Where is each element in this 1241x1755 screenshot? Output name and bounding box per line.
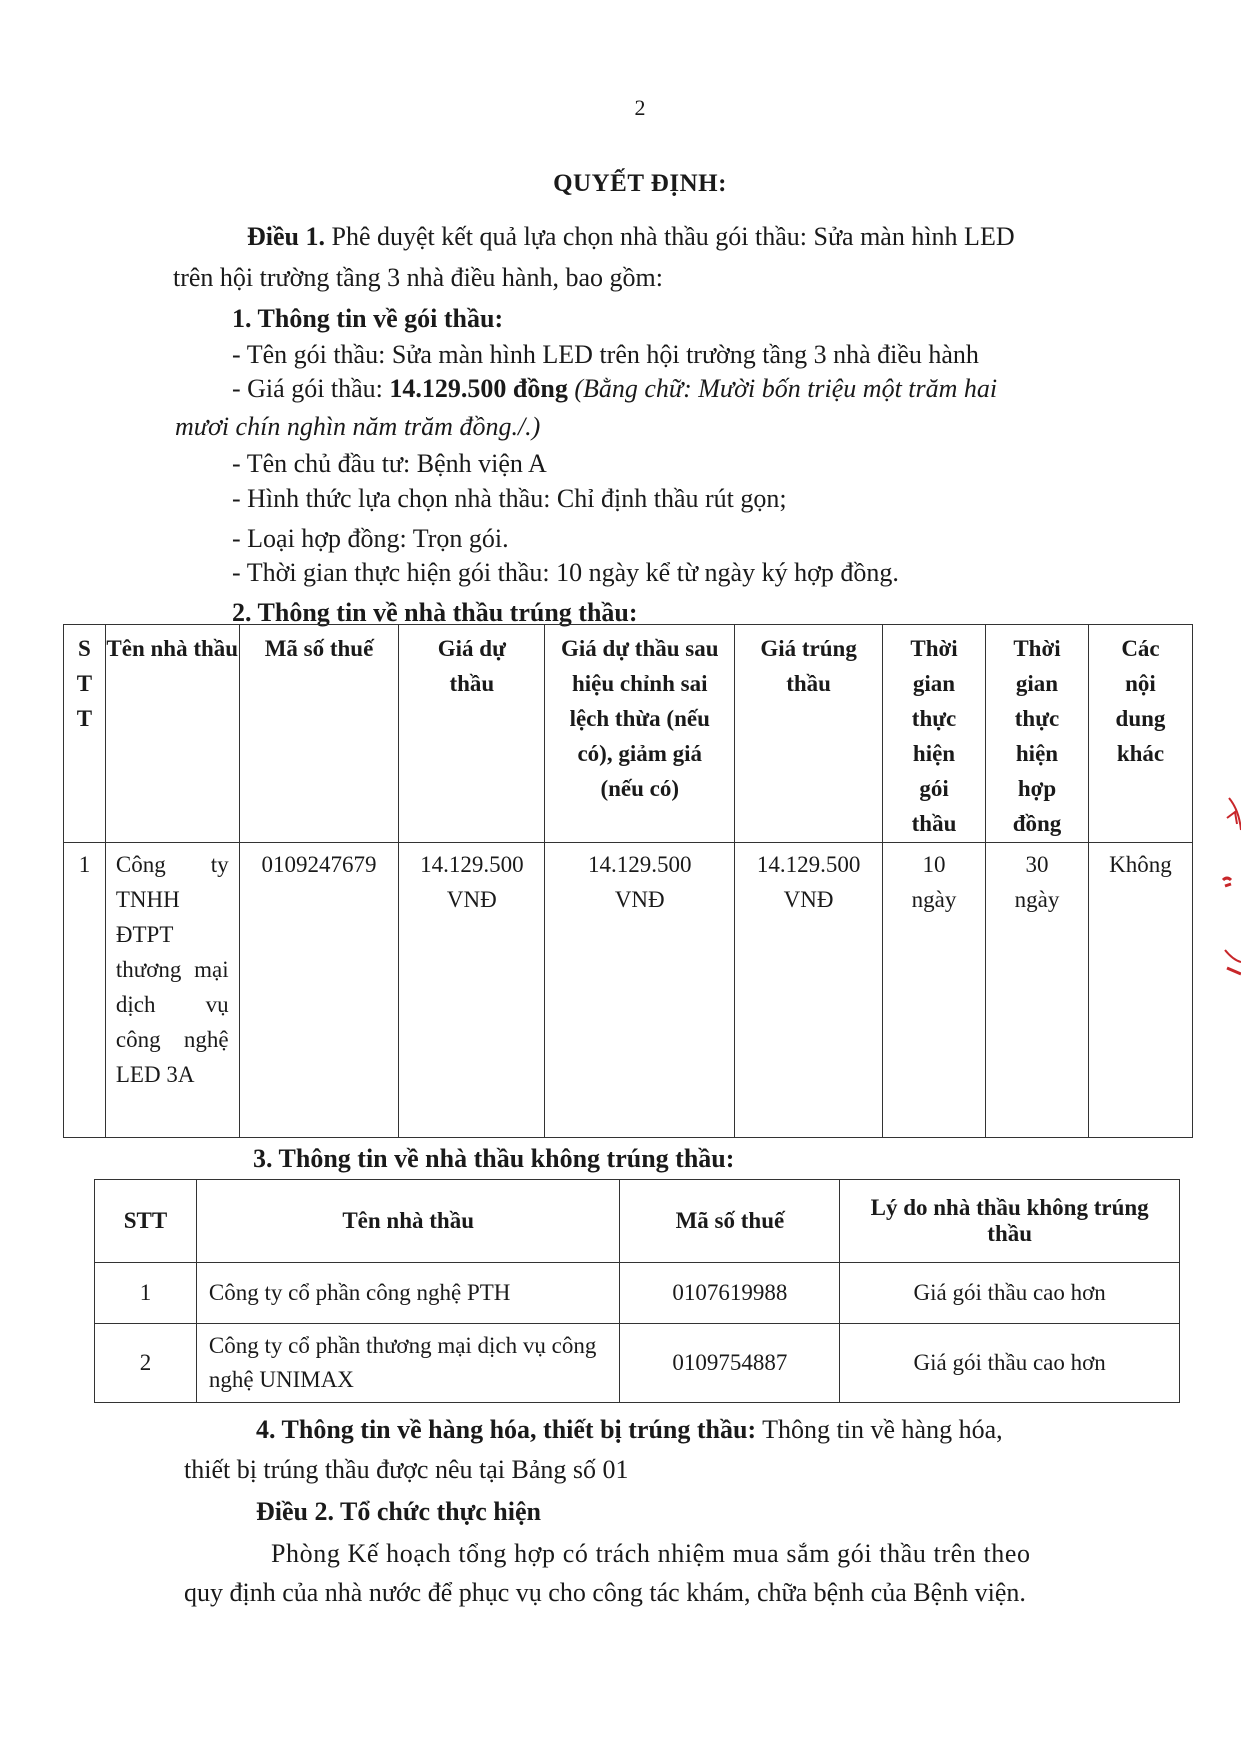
article2-text-1: Phòng Kế hoạch tổng hợp có trách nhiệm mua sắm gói thầu trên theo	[271, 1539, 1031, 1568]
cell-name: Công ty cổ phần công nghệ PTH	[196, 1263, 620, 1324]
cell-contract-time: 30 ngày	[986, 843, 1089, 1138]
col-other: Các nội dung khác	[1088, 625, 1192, 843]
cell-winning: 14.129.500 VNĐ	[735, 843, 883, 1138]
table-header-row	[64, 625, 1193, 843]
article1-text-2: trên hội trường tầng 3 nhà điều hành, bao gồm:	[173, 263, 663, 292]
section4-text-1: Thông tin về hàng hóa,	[756, 1415, 1003, 1444]
article1-line1	[247, 220, 1015, 254]
cell-name: Công ty cổ phần thương mại dịch vụ công nghệ UNIMAX	[196, 1324, 620, 1403]
cell-package-time: 10 ngày	[883, 843, 986, 1138]
article2-text-2: quy định của nhà nước để phục vụ cho công tác khám, chữa bệnh của Bệnh viện.	[184, 1578, 1026, 1607]
winning-bidder-table	[63, 624, 1193, 1138]
col-contract-time: Thời gian thực hiện hợp đồng	[986, 625, 1089, 843]
article2-heading: Điều 2. Tổ chức thực hiện	[256, 1497, 541, 1526]
cell-adjusted: 14.129.500 VNĐ	[545, 843, 735, 1138]
table-row	[95, 1324, 1180, 1403]
selection-method: - Hình thức lựa chọn nhà thầu: Chỉ định thầu rút gọn;	[232, 484, 787, 513]
section4-line1	[256, 1413, 1003, 1447]
cell-tax: 0107619988	[620, 1263, 840, 1324]
col-stt: STT	[95, 1180, 197, 1263]
cell-stt: 1	[95, 1263, 197, 1324]
col-adjusted: Giá dự thầu sau hiệu chỉnh sai lệch thừa (nếu có), giảm giá (nếu có)	[545, 625, 735, 843]
document-title: QUYẾT ĐỊNH:	[553, 170, 727, 197]
duration: - Thời gian thực hiện gói thầu: 10 ngày kể từ ngày ký hợp đồng.	[232, 558, 899, 587]
investor: - Tên chủ đầu tư: Bệnh viện A	[232, 449, 547, 478]
col-package-time: Thời gian thực hiện gói thầu	[883, 625, 986, 843]
cell-stt: 2	[95, 1324, 197, 1403]
section3-heading: 3. Thông tin về nhà thầu không trúng thầu:	[253, 1144, 735, 1173]
losing-bidders-table	[94, 1179, 1180, 1403]
table-row	[64, 843, 1193, 1138]
cell-tax: 0109247679	[239, 843, 399, 1138]
cell-stt: 1	[64, 843, 106, 1138]
col-winning: Giá trúng thầu	[735, 625, 883, 843]
contract-type: - Loại hợp đồng: Trọn gói.	[232, 524, 509, 553]
cell-other: Không	[1088, 843, 1192, 1138]
red-stamp-fragment	[1201, 790, 1241, 990]
col-bid: Giá dự thầu	[399, 625, 545, 843]
section4-text-2: thiết bị trúng thầu được nêu tại Bảng số 01	[184, 1455, 629, 1484]
col-name: Tên nhà thầu	[196, 1180, 620, 1263]
section4-heading: 4. Thông tin về hàng hóa, thiết bị trúng thầu:	[256, 1415, 757, 1444]
cell-reason: Giá gói thầu cao hơn	[840, 1263, 1180, 1324]
cell-reason: Giá gói thầu cao hơn	[840, 1324, 1180, 1403]
col-stt: STT	[64, 625, 106, 843]
col-tax: Mã số thuế	[239, 625, 399, 843]
price-words-2: mươi chín nghìn năm trăm đồng./.)	[175, 412, 541, 441]
package-name: - Tên gói thầu: Sửa màn hình LED trên hội trường tầng 3 nhà điều hành	[232, 340, 979, 369]
col-reason: Lý do nhà thầu không trúng thầu	[840, 1180, 1180, 1263]
cell-tax: 0109754887	[620, 1324, 840, 1403]
article1-label: Điều 1.	[247, 222, 325, 251]
article1-text-1: Phê duyệt kết quả lựa chọn nhà thầu gói thầu: Sửa màn hình LED	[325, 222, 1015, 251]
package-price-value: 14.129.500 đồng	[389, 374, 568, 403]
page-number: 2	[634, 95, 646, 120]
package-price-line: - Giá gói thầu: 14.129.500 đồng (Bằng chữ: Mười bốn triệu một trăm hai	[232, 374, 998, 403]
col-tax: Mã số thuế	[620, 1180, 840, 1263]
cell-bid: 14.129.500 VNĐ	[399, 843, 545, 1138]
section1-heading: 1. Thông tin về gói thầu:	[232, 304, 504, 333]
section2-heading: 2. Thông tin về nhà thầu trúng thầu:	[232, 598, 638, 627]
table-header-row	[95, 1180, 1180, 1263]
price-words-1: (Bằng chữ: Mười bốn triệu một trăm hai	[567, 374, 998, 403]
col-name: Tên nhà thầu	[105, 625, 239, 843]
cell-name: Công ty TNHH ĐTPT thương mại dịch vụ công nghệ LED 3A	[105, 843, 239, 1138]
table-row	[95, 1263, 1180, 1324]
